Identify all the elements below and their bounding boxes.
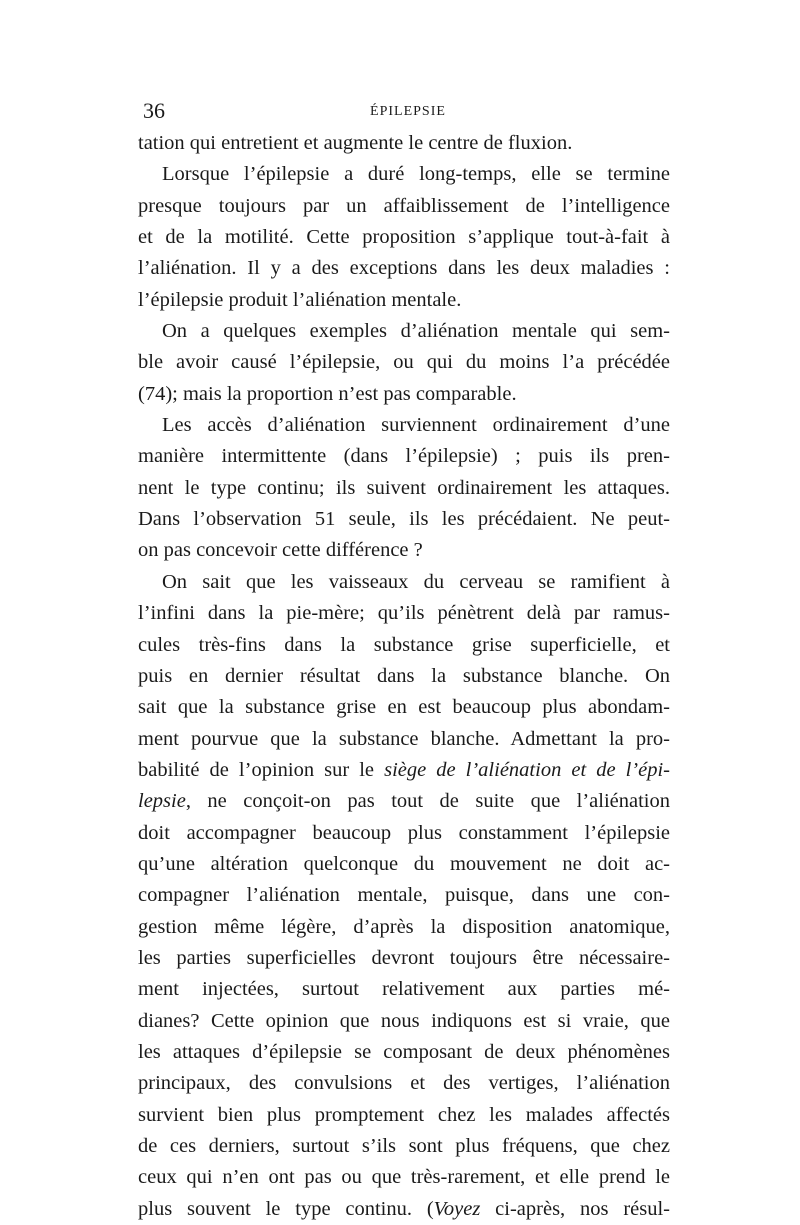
text-line — [138, 347, 670, 378]
line-text: Lorsque l’épilepsie a duré long-temps, elle se termine — [162, 163, 670, 186]
text-line — [138, 191, 670, 222]
text-line — [138, 1131, 670, 1162]
line-text: compagner l’aliénation mentale, puisque, dans une con- — [138, 884, 670, 907]
text-line — [138, 786, 670, 817]
text-line — [138, 473, 670, 504]
line-text: doit accompagner beaucoup plus constamment l’épilepsie — [138, 821, 670, 844]
text-line — [138, 912, 670, 943]
line-text: les attaques d’épilepsie se composant de deux phénomènes — [138, 1040, 670, 1063]
text-line — [138, 410, 670, 441]
text-line — [138, 253, 670, 284]
line-text: l’aliénation. Il y a des exceptions dans les deux maladies : — [138, 257, 670, 280]
line-text: On sait que les vaisseaux du cerveau se ramifient à — [162, 570, 670, 593]
line-text: cules très-fins dans la substance grise superficielle, et — [138, 633, 670, 656]
line-text: on pas concevoir cette différence ? — [138, 539, 423, 562]
line-text: nent le type continu; ils suivent ordinairement les attaques. — [138, 476, 670, 499]
line-text: de ces derniers, surtout s’ils sont plus fréquens, que chez — [138, 1135, 670, 1157]
text-line — [138, 128, 670, 159]
page-header — [143, 96, 673, 126]
text-line — [138, 567, 670, 598]
line-text: , ne conçoit-on pas tout de suite que l’aliénation — [185, 790, 670, 813]
text-line — [138, 630, 670, 661]
text-line — [138, 285, 670, 316]
line-text: Dans l’observation 51 seule, ils les précédaient. Ne peut- — [138, 508, 670, 531]
line-text: survient bien plus promptement chez les malades affectés — [138, 1103, 670, 1126]
line-text: plus souvent le type continu. ( — [138, 1197, 434, 1220]
text-line — [138, 1194, 670, 1225]
text-line — [138, 535, 670, 566]
text-line — [138, 661, 670, 692]
line-text: qu’une altération quelconque du mouvement ne doit ac- — [138, 852, 670, 875]
line-text: ceux qui n’en ont pas ou que très-rarement, et elle prend le — [138, 1166, 670, 1189]
line-text: gestion même légère, d’après la disposition anatomique, — [138, 915, 670, 938]
page-number: 36 — [143, 98, 165, 123]
line-text: presque toujours par un affaiblissement de l’intelligence — [138, 194, 670, 217]
text-line — [138, 379, 670, 410]
text-line — [138, 818, 670, 849]
text-line — [138, 724, 670, 755]
line-text: tation qui entretient et augmente le centre de fluxion. — [138, 132, 573, 154]
text-line — [138, 692, 670, 723]
text-line — [138, 1006, 670, 1037]
line-text: sait que la substance grise en est beaucoup plus abondam- — [138, 696, 670, 719]
text-line — [138, 849, 670, 880]
line-text: manière intermittente (dans l’épilepsie) ; puis ils pren- — [138, 445, 670, 468]
text-line — [138, 880, 670, 911]
line-text: les parties superficielles devront toujours être nécessaire- — [138, 946, 670, 969]
text-line — [138, 1037, 670, 1068]
line-text: Les accès d’aliénation surviennent ordinairement d’une — [162, 414, 670, 437]
line-text: On a quelques exemples d’aliénation mentale qui sem- — [162, 320, 670, 343]
text-line — [138, 755, 670, 786]
text-line — [138, 598, 670, 629]
line-text: ment injectées, surtout relativement aux parties mé- — [138, 978, 670, 1001]
text-line — [138, 159, 670, 190]
text-line — [138, 1068, 670, 1099]
text-line — [138, 1100, 670, 1131]
line-text: ment pourvue que la substance blanche. Admettant la pro- — [138, 727, 670, 750]
line-text: principaux, des convulsions et des vertiges, l’aliénation — [138, 1072, 670, 1095]
running-head: ÉPILEPSIE — [370, 104, 446, 119]
text-line — [138, 504, 670, 535]
text-line — [138, 222, 670, 253]
text-line — [138, 1162, 670, 1193]
text-line — [138, 441, 670, 472]
italic-text: Voyez — [433, 1197, 481, 1220]
line-text: babilité de l’opinion sur le — [138, 758, 385, 781]
italic-text: siège de l’aliénation et de l’épi- — [384, 758, 670, 781]
line-text: l’épilepsie produit l’aliénation mentale. — [138, 288, 462, 311]
line-text: ci-après, nos résul- — [480, 1197, 670, 1220]
text-line — [138, 974, 670, 1005]
line-text: (74); mais la proportion n’est pas comparable. — [138, 382, 517, 405]
text-line — [138, 943, 670, 974]
line-text: et de la motilité. Cette proposition s’applique tout-à-fait à — [138, 226, 670, 249]
italic-text: lepsie — [138, 790, 186, 813]
line-text: dianes? Cette opinion que nous indiquons est si vraie, que — [138, 1009, 670, 1032]
line-text: l’infini dans la pie-mère; qu’ils pénètrent delà par ramus- — [138, 602, 670, 625]
line-text: ble avoir causé l’épilepsie, ou qui du moins l’a précédée — [138, 351, 670, 374]
body-text — [138, 128, 670, 1225]
text-line — [138, 316, 670, 347]
line-text: puis en dernier résultat dans la substance blanche. On — [138, 664, 670, 687]
